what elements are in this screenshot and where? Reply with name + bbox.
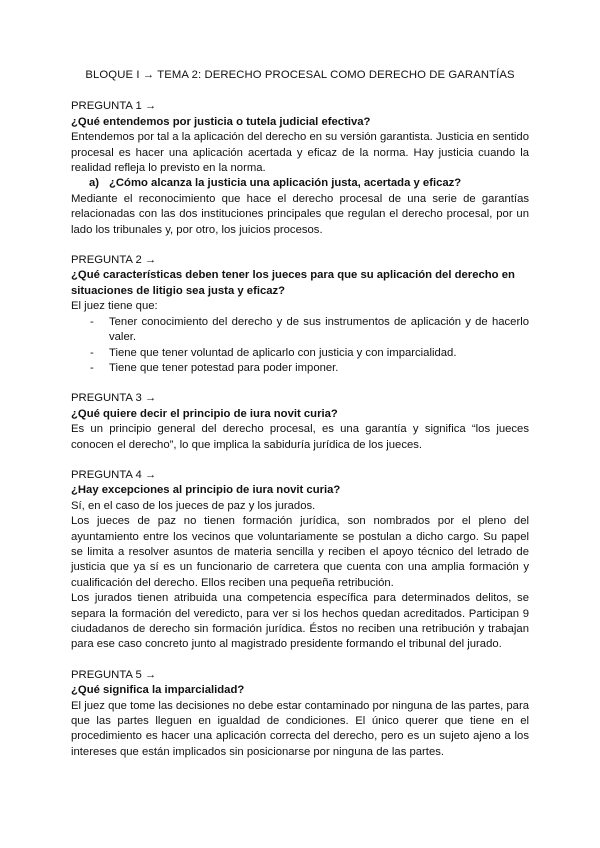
question-text: ¿Qué quiere decir el principio de iura novit curia? <box>71 407 338 420</box>
question-section-1 <box>71 99 529 238</box>
question-text: ¿Qué entendemos por justicia o tutela judicial efectiva? <box>71 115 371 128</box>
answer-paragraph: Los jueces de paz no tienen formación jurídica, son nombrados por el pleno del ayuntamiento entre los vecinos que voluntariamente se postulan a dicho cargo. Su papel se limita a resolver asuntos de materia sencilla y reciben el apoyo técnico del letrado de justicia que ya sí es un funcionario de carretera que cuenta con una amplia formación y cualificación del derecho. Ellos reciben una pequeña retribución. <box>71 515 529 589</box>
list-item-text: Tener conocimiento del derecho y de sus instrumentos de aplicación y de hacerlo valer. <box>109 315 529 344</box>
question-section-5 <box>71 668 529 760</box>
answer-paragraph: Es un principio general del derecho procesal, es una garantía y significa “los jueces conocen el derecho”, lo que implica la sabiduría jurídica de los jueces. <box>71 423 529 451</box>
question-label: PREGUNTA 1 → <box>71 100 157 113</box>
question-label: PREGUNTA 3 → <box>71 392 157 405</box>
answer-paragraph: Entendemos por tal a la aplicación del derecho en su versión garantista. Justicia en sentido procesal es hacer una aplicación acertada y eficaz de la norma. Hay justicia cuando la realidad refleja lo previsto en la norma. <box>71 131 529 175</box>
sub-answer-paragraph: Mediante el reconocimiento que hace el derecho procesal de una serie de garantías relacionadas con las dos instituciones principales que regulan el derecho procesal, por un lado los tribunales y, por otro, los juicios procesos. <box>71 192 529 236</box>
list-item <box>71 346 529 361</box>
list-item-text: Tiene que tener potestad para poder imponer. <box>109 361 339 374</box>
dash-bullet: - <box>90 361 94 374</box>
sub-question-letter: a) <box>89 177 100 190</box>
requirements-list <box>71 315 529 377</box>
question-text: ¿Qué significa la imparcialidad? <box>71 684 245 697</box>
document-title: BLOQUE I → TEMA 2: DERECHO PROCESAL COMO DERECHO DE GARANTÍAS <box>85 69 515 81</box>
answer-paragraph: Los jurados tienen atribuida una competencia específica para determinados delitos, se separa la formación del veredicto, para ver si los hechos quedan acreditados. Participan 9 ciudadanos de derecho sin formación jurídica. Éstos no reciben una retribución y trabajan para ese caso concreto junto al magistrado presidente formando el tribunal del jurado. <box>71 592 529 651</box>
sub-question-text: ¿Cómo alcanza la justicia una aplicación justa, acertada y eficaz? <box>109 177 462 190</box>
question-section-2 <box>71 253 529 376</box>
dash-bullet: - <box>90 346 94 359</box>
answer-intro: El juez tiene que: <box>71 300 158 313</box>
document-page <box>71 68 529 775</box>
list-item-text: Tiene que tener voluntad de aplicarlo con justicia y con imparcialidad. <box>109 346 457 359</box>
answer-paragraph: El juez que tome las decisiones no debe estar contaminado por ninguna de las partes, para que las partes lleguen en igualdad de condiciones. El único querer que tiene en el procedimiento es hacer una aplicación correcta del derecho, pero es un sujeto ajeno a los intereses que están implicados sin posicionarse por ninguna de las partes. <box>71 699 529 758</box>
question-section-4 <box>71 468 529 653</box>
list-item <box>71 361 529 376</box>
answer-paragraph: Sí, en el caso de los jueces de paz y los jurados. <box>71 499 316 512</box>
question-label: PREGUNTA 2 → <box>71 254 157 267</box>
question-label: PREGUNTA 5 → <box>71 668 157 681</box>
list-item <box>71 315 529 346</box>
question-section-3 <box>71 391 529 453</box>
question-text: ¿Qué características deben tener los jueces para que su aplicación del derecho en situaciones de litigio sea justa y eficaz? <box>71 269 515 297</box>
dash-bullet: - <box>90 315 94 328</box>
question-label: PREGUNTA 4 → <box>71 468 157 481</box>
sub-question <box>89 176 529 191</box>
question-text: ¿Hay excepciones al principio de iura novit curia? <box>71 484 341 497</box>
